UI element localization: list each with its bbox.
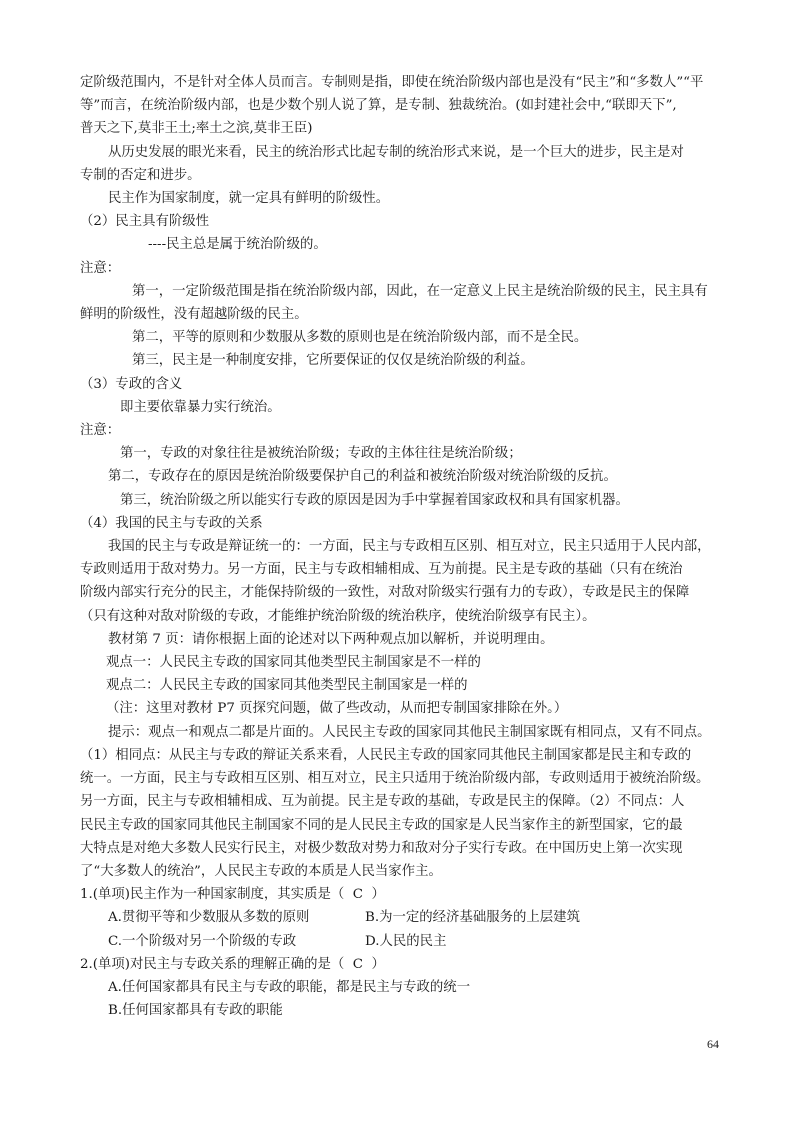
paragraph-line: 专政则适用于敌对势力。另一方面，民主与专政相辅相成、互为前提。民主是专政的基础（只有在统治 (80, 562, 683, 578)
paragraph-line: 观点一：人民民主专政的国家同其他类型民主制国家是不一样的 (106, 655, 481, 671)
paragraph-line: 民主作为国家制度，就一定具有鲜明的阶级性。 (108, 191, 390, 207)
question-options-row (80, 930, 730, 953)
paragraph-line: 另一方面，民主与专政相辅相成、互为前提。民主是专政的基础，专政是民主的保障。（2）不同点：人 (80, 794, 685, 810)
section-heading: （2）民主具有阶级性 (80, 214, 210, 230)
paragraph-line: 民民主专政的国家同其他民主制国家不同的是人民民主专政的国家是人民当家作主的新型国家，它的最 (80, 817, 683, 833)
question-stem: 2.(单项)对民主与专政关系的理解正确的是（ C ） (80, 956, 385, 972)
option-d: D.人民的民主 (365, 933, 447, 949)
paragraph-line: 第一，专政的对象往往是被统治阶级；专政的主体往往是统治阶级； (120, 446, 522, 462)
paragraph-line: 第三，统治阶级之所以能实行专政的原因是因为手中掌握着国家政权和具有国家机器。 (120, 492, 629, 508)
paragraph-line: 教材第 7 页：请你根据上面的论述对以下两种观点加以解析，并说明理由。 (108, 631, 554, 647)
paragraph-line: 了“大多数人的统治”，人民民主专政的本质是人民当家作主。 (80, 863, 442, 879)
paragraph-line: ----民主总是属于统治阶级的。 (148, 237, 327, 253)
question-options-row (80, 999, 730, 1022)
paragraph-line: （注：这里对教材 P7 页探究问题，做了些改动，从而把专制国家排除在外。） (106, 701, 568, 717)
paragraph-line: （1）相同点：从民主与专政的辩证关系来看，人民民主专政的国家同其他民主制国家都是民主和专政的 (80, 747, 692, 763)
paragraph-line: 定阶级范围内，不是针对全体人员而言。专制则是指，即使在统治阶级内部也是没有“民主”和“多数人”“平 (80, 75, 704, 90)
paragraph-line: 第一，一定阶级范围是指在统治阶级内部，因此，在一定意义上民主是统治阶级的民主，民主具有 (132, 283, 708, 299)
paragraph-line: 提示：观点一和观点二都是片面的。人民民主专政的国家同其他民主制国家既有相同点，又有不同点。 (108, 724, 711, 740)
question-options-row (80, 976, 730, 999)
question-options-row (80, 906, 730, 929)
paragraph-line: 阶级内部实行充分的民主，才能保持阶级的一致性，对敌对阶级实行强有力的专政），专政是民主的保障 (80, 585, 690, 601)
paragraph-line: （只有这种对敌对阶级的专政，才能维护统治阶级的统治秩序，使统治阶级享有民主）。 (80, 608, 596, 624)
note-label: 注意： (80, 423, 121, 439)
paragraph-line: 鲜明的阶级性，没有超越阶级的民主。 (80, 307, 308, 323)
paragraph-line: 第三，民主是一种制度安排，它所要保证的仅仅是统治阶级的利益。 (132, 353, 534, 369)
option-a: A.任何国家都具有民主与专政的职能，都是民主与专政的统一 (108, 979, 471, 995)
paragraph-line: 即主要依靠暴力实行统治。 (120, 399, 281, 415)
paragraph-line: 等”而言，在统治阶级内部，也是少数个别人说了算，是专制、独裁统治。(如封建社会中,“联即天下”, (80, 98, 677, 114)
page-number: 64 (707, 1037, 719, 1051)
paragraph-line: 我国的民主与专政是辩证统一的：一方面，民主与专政相互区别、相互对立，民主只适用于人民内部， (108, 539, 711, 555)
option-a: A.贯彻平等和少数服从多数的原则 (108, 910, 310, 926)
note-label: 注意： (80, 260, 121, 276)
paragraph-line: 观点二：人民民主专政的国家同其他类型民主制国家是一样的 (106, 678, 468, 694)
paragraph-line: 专制的否定和进步。 (80, 167, 201, 183)
paragraph-line: 统一。一方面，民主与专政相互区别、相互对立，民主只适用于统治阶级内部，专政则适用于被统治阶级。 (80, 771, 710, 787)
question-stem: 1.(单项)民主作为一种国家制度，其实质是（ C ） (80, 887, 385, 903)
page-body (80, 71, 730, 1022)
option-b: B.任何国家都具有专政的职能 (108, 1003, 283, 1019)
paragraph-line: 从历史发展的眼光来看，民主的统治形式比起专制的统治形式来说，是一个巨大的进步，民主是对 (108, 144, 684, 160)
section-heading: （4）我国的民主与专政的关系 (80, 515, 263, 531)
paragraph-line: 普天之下,莫非王土;率土之滨,莫非王臣) (80, 121, 313, 137)
paragraph-line: 大特点是对绝大多数人民实行民主，对极少数敌对势力和敌对分子实行专政。在中国历史上第一次实现 (80, 840, 683, 856)
paragraph-line: 第二，平等的原则和少数服从多数的原则也是在统治阶级内部，而不是全民。 (132, 330, 588, 346)
section-heading: （3）专政的含义 (80, 376, 183, 392)
paragraph-line: 第二，专政存在的原因是统治阶级要保护自己的利益和被统治阶级对统治阶级的反抗。 (108, 469, 617, 485)
option-b: B.为一定的经济基础服务的上层建筑 (365, 910, 580, 926)
option-c: C.一个阶级对另一个阶级的专政 (108, 933, 297, 949)
